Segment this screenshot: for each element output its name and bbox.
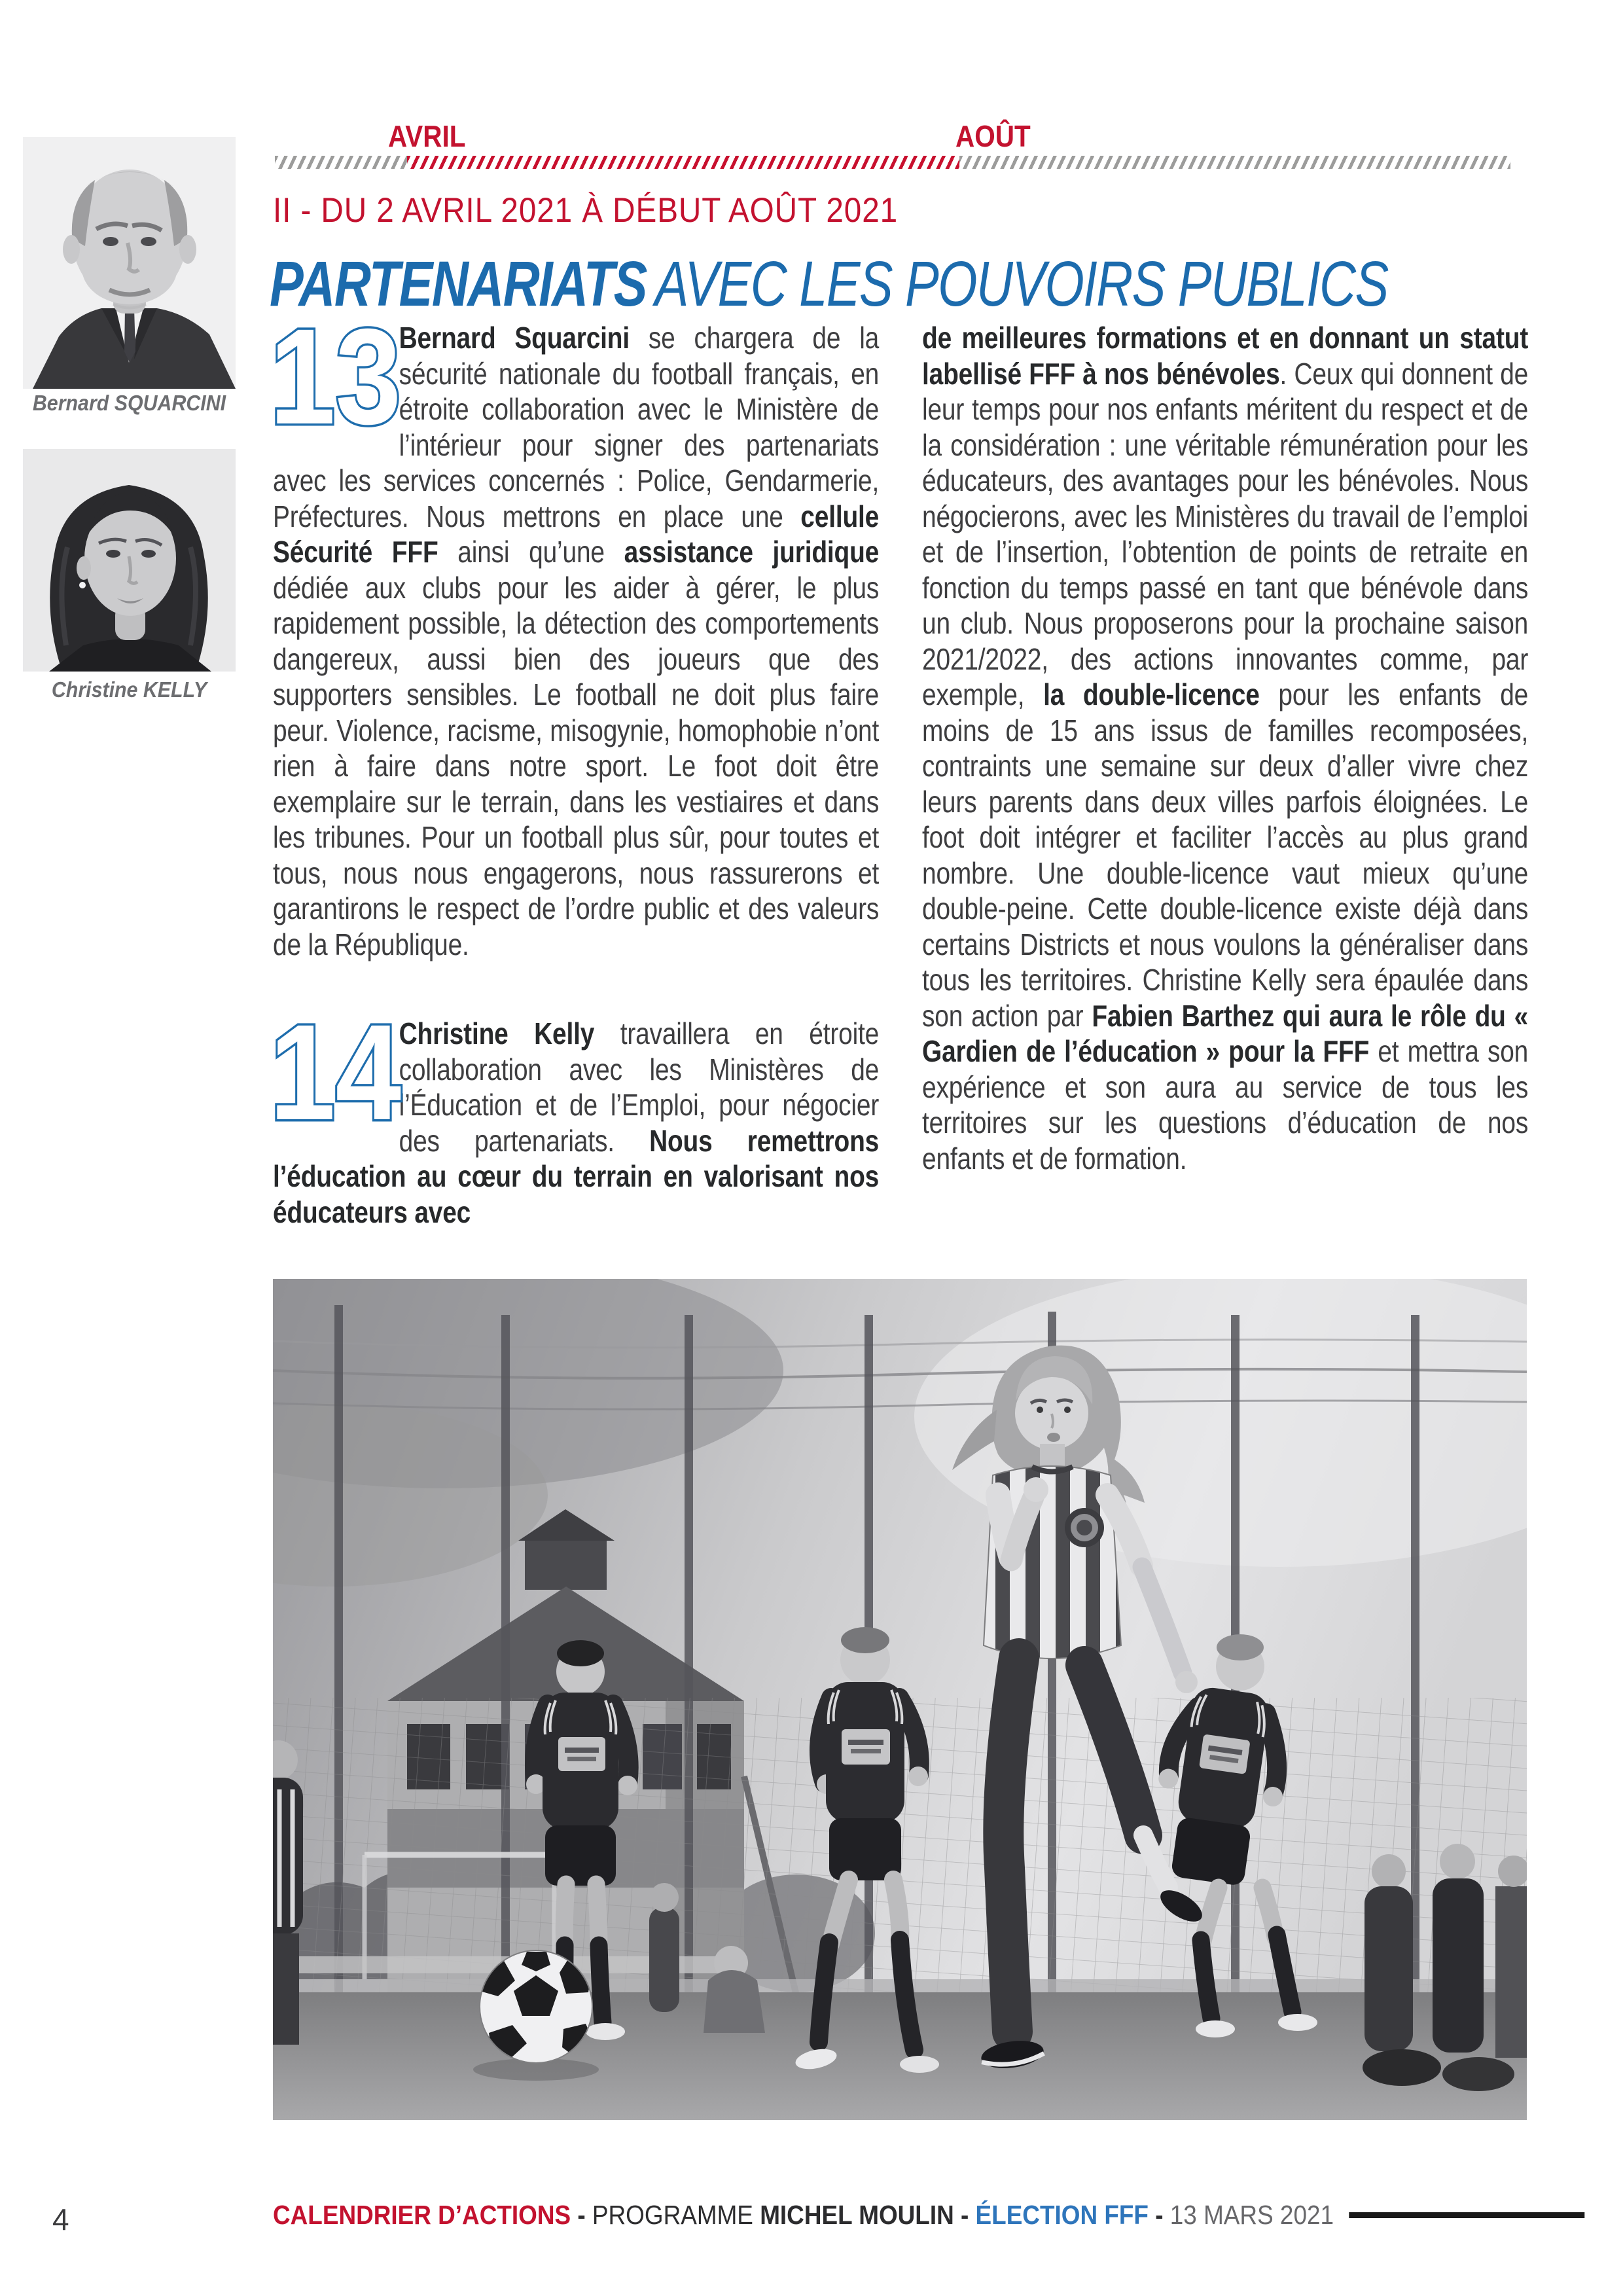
drop-number-14 — [268, 996, 405, 1149]
timeline-segment-active — [407, 156, 959, 169]
timeline-bar — [275, 156, 1510, 169]
portrait-illustration — [23, 137, 236, 389]
column-left — [269, 300, 880, 1230]
page-title — [270, 247, 1388, 321]
match-photo-illustration — [273, 1279, 1527, 2120]
portrait-photo-christine-kelly — [23, 449, 236, 672]
drop-number-13 — [268, 300, 405, 453]
drop-number-14-text: 14 — [269, 996, 402, 1149]
portrait-photo-bernard-squarcini — [23, 137, 236, 389]
player-left-edge — [273, 1740, 303, 2045]
footer-page-number: 4 — [52, 2202, 69, 2236]
youth-football-match-photo — [273, 1279, 1527, 2120]
column-right-paragraph: de meilleures formations et en donnant un statut labellisé FFF à nos bénévoles. Ceux qui donnent de leur temps pour nos enfants méritent du respect et de la considération : une véritable rémunération pour les éducateurs, des avantages pour les bénévoles. Nous négocierons, avec les Ministères du travail de l’emploi et de l’insertion, l’obtention de points de retraite en fonction du temps passé en tant que bénévole dans un club. Nous proposerons pour la prochaine saison 2021/2022, des actions innovantes comme, par exemple, la double-licence pour les enfants de moins de 15 ans issus de familles recomposées, contraints une semaine sur deux d’aller vivre chez leurs parents dans deux villes parfois éloignées. Le foot doit intégrer et faciliter l’accès au plus grand nombre. Une double-licence vaut mieux qu’une double-peine. Cette double-licence existe déjà dans certains Districts et nous voulons la généraliser dans tous les territoires. Christine Kelly sera épaulée dans son action par Fabien Barthez qui aura le rôle du « Gardien de l’éducation » pour la FFF et mettra son expérience et son aura au service de tous les territoires sur les questions d’éducation de nos enfants et de formation. — [922, 321, 1529, 1175]
section-kicker: II - DU 2 AVRIL 2021 À DÉBUT AOÛT 2021 — [273, 191, 899, 230]
portrait-caption-bernard: Bernard SQUARCINI — [32, 391, 226, 415]
article-13-paragraph: 13 Bernard Squarcini se chargera de la sécurité nationale du football français, en étroite collaboration avec le Ministère de l’intérieur pour signer des partenariats avec les services concernés : Police, Gendarmerie, Préfectures. Nous mettrons en place une cellule Sécurité FFF ainsi qu’une assistance juridique dédiée aux clubs pour les aider à gérer, le plus rapidement possible, la détection des comportements dangereux, aussi bien des joueurs que des supporters sensibles. Le football ne doit plus faire peur. Violence, racisme, misogynie, homophobie n’ont rien à faire dans notre sport. Le foot doit être exemplaire sur le terrain, dans les vestiaires et dans les tribunes. Pour un football plus sûr, pour toutes et tous, nous nous engagerons, nous rassurerons et garantirons le respect de l’ordre public et des valeurs de la République. — [273, 320, 879, 962]
footer-line: CALENDRIER D’ACTIONS - PROGRAMME MICHEL MOULIN - ÉLECTION FFF - 13 MARS 2021 — [273, 2200, 1584, 2231]
drop-number-13-text: 13 — [269, 300, 402, 453]
column-right — [922, 320, 1528, 1176]
timeline-segment-future — [959, 156, 1510, 169]
page-title-light: AVEC LES POUVOIRS PUBLICS — [654, 248, 1388, 319]
portrait-caption-christine: Christine KELLY — [51, 677, 207, 702]
timeline-segment-past — [275, 156, 407, 169]
timeline-end-label: AOÛT — [955, 119, 1031, 153]
timeline-start-label: AVRIL — [388, 119, 466, 153]
portrait-illustration — [23, 449, 236, 672]
article-14-paragraph: 14 Christine Kelly travaillera en étroite collaboration avec les Ministères de l’Éducation et de l’Emploi, pour négocier des partenariats. Nous remettrons l’éducation au cœur du terrain en valorisant nos éducateurs avec — [273, 1016, 879, 1230]
page-title-bold: PARTENARIATS — [270, 248, 647, 319]
